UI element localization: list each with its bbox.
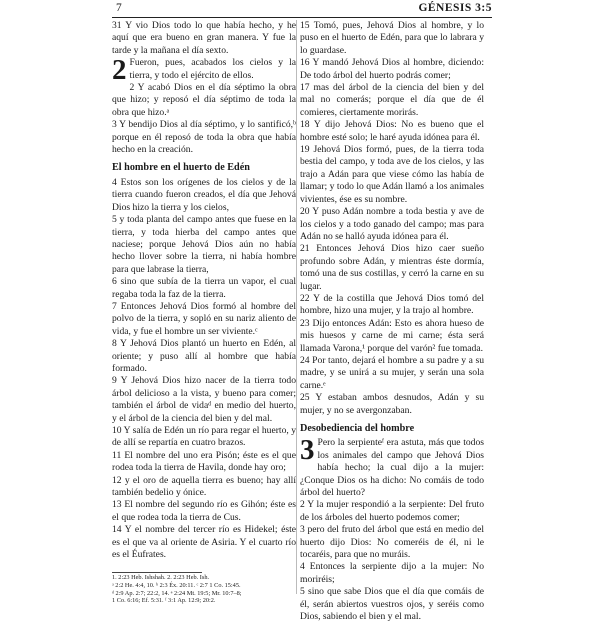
verse-paragraph: 24 Por tanto, dejará el hombre a su padre y a su madre, y se unirá a su mujer, y serán una sola carne.ᵉ [300,354,484,391]
footnote-line: ᵃ 2:2 He. 4:4, 10. ᵇ 2:3 Éx. 20:11. ᶜ 2:7 1 Co. 15:45. [112,581,241,589]
verse-paragraph: 13 El nombre del segundo río es Gihón; éste es el que rodea toda la tierra de Cus. [112,499,296,523]
verse-paragraph: 20 Y puso Adán nombre a toda bestia y ave de los cielos y a todo ganado del campo; mas para Adán no se halló ayuda idónea para él. [300,206,484,242]
verse-paragraph: 16 Y mandó Jehová Dios al hombre, diciendo: De todo árbol del huerto podrás comer; [300,57,484,81]
verse-paragraph: 2 Y la mujer respondió a la serpiente: Del fruto de los árboles del huerto podemos comer; [300,499,484,523]
verse-paragraph: 10 Y salía de Edén un río para regar el huerto, y de allí se repartía en cuatro brazos. [112,425,296,449]
verse-paragraph: 12 y el oro de aquella tierra es bueno; hay allí también bedelio y ónice. [112,474,296,499]
right-column [300,20,484,623]
left-column [112,20,296,568]
verse-paragraph: 18 Y dijo Jehová Dios: No es bueno que el hombre esté solo; le haré ayuda idónea para él. [300,119,484,143]
verse-paragraph: 2 Y acabó Dios en el día séptimo la obra que hizo; y reposó el día séptimo de toda la obra que hizo.ᵃ [112,82,296,118]
header-rule [112,17,492,18]
footnote-line: 1 Co. 6:16; Ef. 5:31. ᶠ 3:1 Ap. 12:9; 20:2. [112,597,216,605]
verse-paragraph: 15 Tomó, pues, Jehová Dios al hombre, y lo puso en el huerto de Edén, para que lo labrara y lo guardase. [300,20,484,56]
footnotes [112,574,296,605]
footnote-rule [112,572,202,573]
verse-paragraph: 17 mas del árbol de la ciencia del bien y del mal no comerás; porque el día que de él comieres, ciertamente morirás. [300,82,484,118]
verse-paragraph: 23 Dijo entonces Adán: Esto es ahora hueso de mis huesos y carne de mi carne; ésta será llamada Varona,¹ porque del varón² fue tomada. [300,317,484,354]
verse-paragraph: 11 El nombre del uno era Pisón; éste es el que rodea toda la tierra de Havila, donde hay oro; [112,449,296,474]
footnote-line: ᵈ 2:9 Ap. 2:7; 22:2, 14. ᵉ 2:24 Mt. 19:5; Mr. 10:7–8; [112,589,242,597]
verse-paragraph: 22 Y de la costilla que Jehová Dios tomó del hombre, hizo una mujer, y la trajo al hombre. [300,292,484,317]
verse-paragraph: 31 Y vio Dios todo lo que había hecho, y he aquí que era bueno en gran manera. Y fue la tarde y la mañana el día sexto. [112,20,296,56]
column-divider [296,20,297,594]
section-heading: Desobediencia del hombre [300,423,415,434]
chapter-number: 3 [300,434,315,467]
verse-paragraph: 3 Y bendijo Dios al día séptimo, y lo santificó,ᵇ porque en él reposó de toda la obra que había hecho en la creación. [112,119,296,156]
verse-paragraph: 4 Entonces la serpiente dijo a la mujer: No moriréis; [300,561,484,585]
verse-paragraph: 19 Jehová Dios formó, pues, de la tierra toda bestia del campo, y toda ave de los cielos, y las trajo a Adán para que viese cómo las había de llamar; y todo lo que Adán llamó a los animales vivientes, ése es su nombre. [300,144,484,205]
running-header [0,2,600,18]
verse-paragraph: 5 y toda planta del campo antes que fuese en la tierra, y toda hierba del campo antes que naciese; porque Jehová Dios aún no había hecho llover sobre la tierra, ni había hombre para que labrase la tierra, [112,214,296,275]
verse-paragraph: 5 sino que sabe Dios que el día que comáis de él, serán abiertos vuestros ojos, y seréis como Dios, sabiendo el bien y el mal. [300,586,484,623]
verse-paragraph: 21 Entonces Jehová Dios hizo caer sueño profundo sobre Adán, y mientras éste dormía, tomó una de sus costillas, y cerró la carne en su lugar. [300,243,484,292]
page-reference: GÉNESIS 3:5 [418,2,492,14]
verse-paragraph: 8 Y Jehová Dios plantó un huerto en Edén, al oriente; y puso allí al hombre que había formado. [112,338,296,374]
chapter-3-block [300,434,484,499]
verse-paragraph: Pero la serpienteᶠ era astuta, más que todos los animales del campo que Jehová Dios había hecho; la cual dijo a la mujer: ¿Conque Dios os ha dicho: No comáis de todo árbol del huerto? [300,437,484,499]
verse-paragraph: 25 Y estaban ambos desnudos, Adán y su mujer, y no se avergonzaban. [300,392,484,416]
chapter-number: 2 [112,54,127,87]
verse-paragraph: 14 Y el nombre del tercer río es Hidekel; éste es el que va al oriente de Asiria. Y el cuarto río es el Éufrates. [112,524,296,561]
section-heading: El hombre en el huerto de Edén [112,162,250,174]
chapter-2-block [112,54,296,87]
verse-paragraph: 9 Y Jehová Dios hizo nacer de la tierra todo árbol delicioso a la vista, y bueno para comer; también el árbol de vidaᵈ en medio del huerto, y el árbol de la ciencia del bien y del mal. [112,375,296,424]
verse-paragraph: 3 pero del fruto del árbol que está en medio del huerto dijo Dios: No comeréis de él, ni le tocaréis, para que no muráis. [300,524,484,561]
page-number: 7 [116,2,122,14]
footnote-line: 1. 2:23 Heb. Ishshah. 2. 2:23 Heb. Ish. [112,574,210,581]
verse-paragraph: 4 Estos son los orígenes de los cielos y de la tierra cuando fueron creados, el día que Jehová Dios hizo la tierra y los cielos, [112,176,296,213]
verse-paragraph: 7 Entonces Jehová Dios formó al hombre del polvo de la tierra, y sopló en su nariz aliento de vida, y fue el hombre un ser viviente.ᶜ [112,300,296,337]
verse-paragraph: 6 sino que subía de la tierra un vapor, el cual regaba toda la faz de la tierra. [112,276,296,300]
verse-paragraph: Fueron, pues, acabados los cielos y la tierra, y todo el ejército de ellos. [129,57,296,81]
